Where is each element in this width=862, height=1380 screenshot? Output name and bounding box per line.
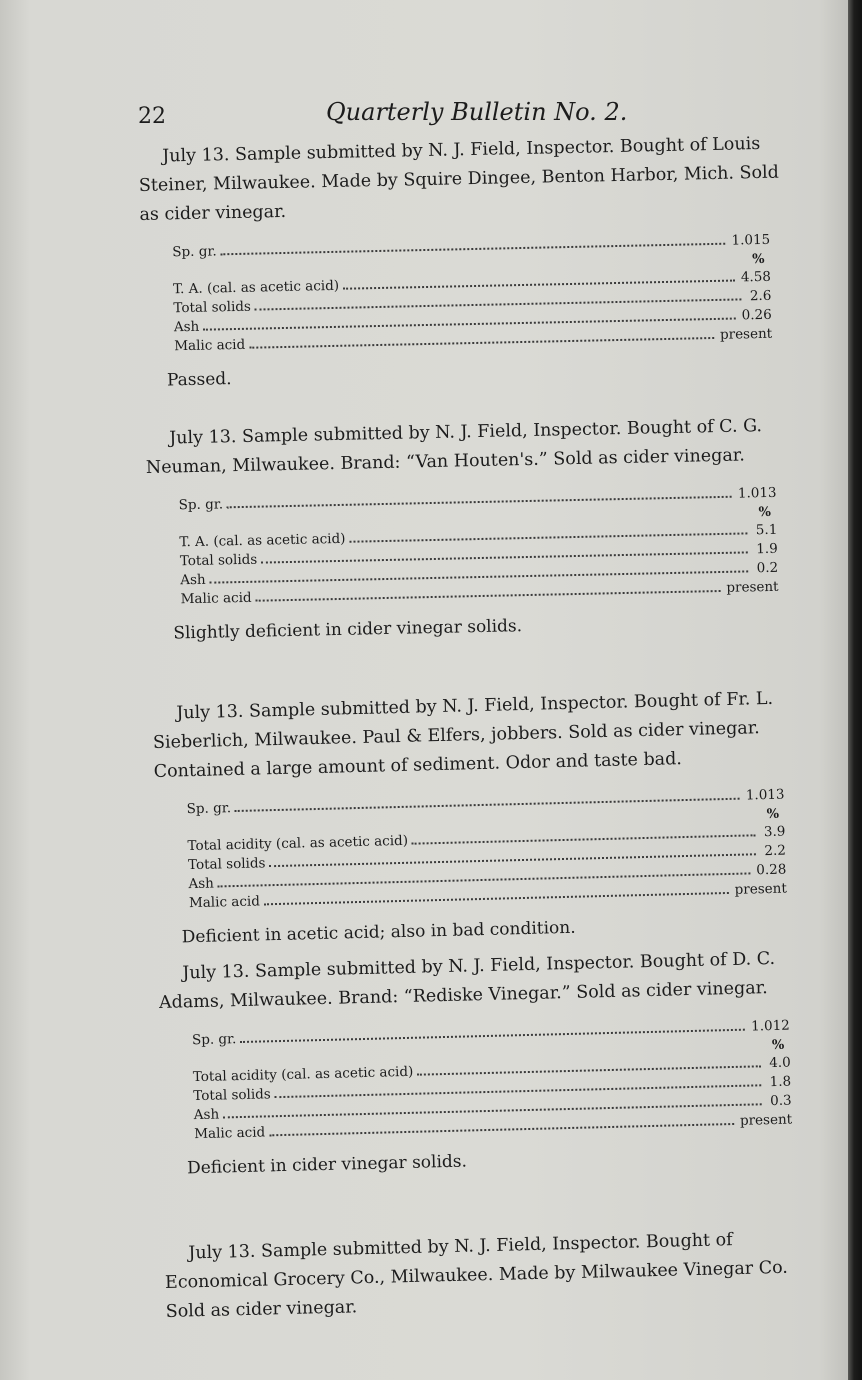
analysis-label: Total solids [179, 551, 258, 570]
analysis-value: 0.28 [756, 861, 787, 879]
sample-entry [158, 944, 823, 1181]
analysis-value: 1.013 [737, 484, 777, 502]
sample-entry [145, 411, 809, 646]
analysis-value: 3.9 [763, 823, 786, 841]
analysis-value: present [734, 880, 787, 898]
entry-description: July 13. Sample submitted by N. J. Field, Inspector. Bought of Economical Grocery Co., Milwaukee. Made by Milwaukee Vinegar Co. Sold as cider vinegar. [164, 1230, 789, 1322]
analysis-label: Total acidity (cal. as acetic acid) [192, 1063, 414, 1086]
analysis-label: Ash [193, 1106, 220, 1124]
percent-unit: % [771, 1037, 785, 1054]
analysis-label: Total solids [173, 298, 252, 317]
analysis-label: Sp. gr. [178, 496, 224, 514]
analysis-table [186, 786, 787, 914]
analysis-label: Total solids [187, 855, 266, 874]
analysis-label: Malic acid [188, 893, 261, 912]
analysis-table [179, 484, 779, 609]
analysis-value: 0.3 [769, 1092, 792, 1110]
analysis-label: Total acidity (cal. as acetic acid) [187, 832, 409, 855]
analysis-label: Ash [180, 571, 206, 589]
analysis-label: Sp. gr. [186, 800, 232, 818]
analysis-value: 5.1 [755, 521, 778, 539]
analysis-value: 0.26 [741, 306, 772, 324]
analysis-value: 1.013 [745, 786, 785, 804]
leader-dots [269, 1123, 734, 1136]
sample-entry [164, 1224, 826, 1327]
analysis-label: Malic acid [174, 336, 246, 355]
sample-entry [138, 129, 803, 393]
analysis-label: Ash [188, 875, 215, 893]
analysis-value: 2.6 [749, 287, 772, 305]
book-spine-shadow [848, 0, 862, 1380]
percent-unit: % [766, 806, 780, 823]
analysis-value: present [726, 578, 779, 596]
analysis-value: 0.2 [756, 559, 779, 577]
analysis-label: T. A. (cal. as acetic acid) [179, 530, 346, 551]
entry-description: July 13. Sample submitted by N. J. Field, Inspector. Bought of Louis Steiner, Milwaukee. Made by Squire Dingee, Benton Harbor, Mich. Sold as cider vinegar. [138, 133, 780, 225]
analysis-table [172, 231, 772, 356]
running-title: Quarterly Bulletin No. 2. [326, 98, 628, 126]
entry-description: July 13. Sample submitted by N. J. Field, Inspector. Bought of D. C. Adams, Milwaukee. Brand: “Rediske Vinegar.” Sold as cider vinegar. [158, 948, 776, 1013]
sample-entry [152, 684, 818, 950]
analysis-value: 1.9 [756, 540, 778, 558]
entry-result: Deficient in acetic acid; also in bad condition. [181, 917, 576, 948]
analysis-value: 1.012 [750, 1017, 790, 1035]
leader-dots [249, 337, 714, 349]
leader-dots [264, 892, 729, 905]
analysis-value: 2.2 [764, 842, 787, 860]
entry-description: July 13. Sample submitted by N. J. Field, Inspector. Bought of C. G. Neuman, Milwaukee. Brand: “Van Houten's.” Sold as cider vinegar. [145, 416, 763, 478]
analysis-label: Sp. gr. [191, 1031, 237, 1049]
entry-result: Passed. [166, 369, 232, 391]
analysis-label: Total solids [193, 1086, 271, 1105]
analysis-label: T. A. (cal. as acetic acid) [172, 277, 340, 298]
percent-unit: % [752, 251, 765, 268]
leader-dots [256, 590, 721, 602]
analysis-label: Sp. gr. [172, 243, 217, 261]
analysis-value: 1.8 [769, 1073, 792, 1091]
page-header [138, 98, 698, 134]
analysis-value: 1.015 [731, 231, 771, 249]
percent-unit: % [758, 504, 772, 521]
analysis-label: Ash [173, 318, 200, 336]
analysis-label: Malic acid [180, 589, 252, 608]
analysis-value: present [719, 325, 773, 343]
analysis-value: 4.0 [769, 1054, 791, 1072]
analysis-table [192, 1017, 793, 1145]
page-number: 22 [138, 104, 166, 129]
entry-result: Slightly deficient in cider vinegar solids. [173, 616, 523, 644]
entry-description: July 13. Sample submitted by N. J. Field, Inspector. Bought of Fr. L. Sieberlich, Milwaukee. Paul & Elfers, jobbers. Sold as cider vinegar. Contained a large amount of sediment. Odor and taste bad. [152, 688, 774, 782]
analysis-value: 4.58 [740, 268, 772, 286]
entry-result: Deficient in cider vinegar solids. [186, 1151, 468, 1179]
analysis-label: Malic acid [194, 1124, 266, 1143]
analysis-value: present [739, 1111, 793, 1129]
